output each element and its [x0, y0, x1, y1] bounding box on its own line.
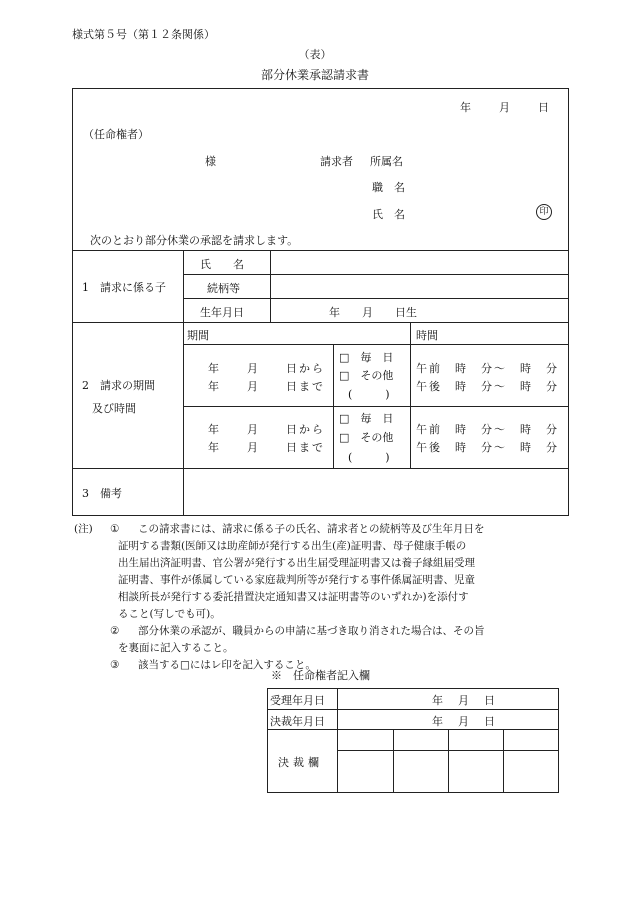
- time-am: 午前 時 分～ 時 分: [416, 423, 559, 436]
- time-pm: 午後 時 分～ 時 分: [416, 441, 559, 454]
- child-relation-label: 続柄等: [207, 282, 240, 295]
- period-header: 期間: [187, 329, 209, 342]
- option-other-paren: ( ): [348, 451, 390, 464]
- note-1-line: 証明する書類(医師又は助産師が発行する出生(産)証明書、母子健康手帳の: [118, 540, 467, 552]
- affiliation-label: 所属名: [370, 155, 403, 168]
- time-am: 午前 時 分～ 時 分: [416, 362, 559, 375]
- note-2-line: を裏面に記入すること。: [118, 642, 234, 654]
- note-3-line: 該当する□にはレ印を記入すること。: [138, 659, 316, 671]
- note-2-line: 部分休業の承認が、職員からの申請に基づき取り消された場合は、その旨: [138, 625, 485, 637]
- option-other[interactable]: □ その他: [339, 369, 394, 382]
- note-1-mark: ①: [110, 523, 120, 535]
- note-1-line: 証明書、事件が係属している家庭裁判所等が発行する事件係属証明書、児童: [118, 574, 475, 586]
- appointer-label: （任命権者）: [83, 128, 149, 141]
- form-side: （表）: [298, 48, 332, 61]
- note-3-mark: ③: [110, 659, 120, 671]
- note-1-line: 相談所長が発行する委託措置決定通知書又は証明書等のいずれか)を添付す: [118, 591, 469, 603]
- remarks-label: 3 備考: [82, 487, 122, 500]
- note-1-line: 出生届出済証明書、官公署が発行する出生届受理証明書又は養子縁組届受理: [118, 557, 475, 569]
- child-section-label: 1 請求に係る子: [82, 281, 166, 294]
- note-1-line: ること(写しでも可)。: [118, 608, 221, 620]
- time-pm: 午後 時 分～ 時 分: [416, 380, 559, 393]
- option-every-day[interactable]: □ 毎 日: [339, 412, 394, 425]
- note-2-mark: ②: [110, 625, 120, 637]
- form-title: 部分休業承認請求書: [260, 68, 369, 82]
- child-birth-label: 生年月日: [200, 306, 244, 319]
- decided-date-label: 決裁年月日: [270, 715, 325, 728]
- period-from: 年 月 日から: [208, 423, 325, 436]
- period-to: 年 月 日まで: [208, 380, 325, 393]
- child-birth-value: 年 月 日生: [329, 306, 417, 319]
- appointer-box-title: ※ 任命権者記入欄: [271, 669, 370, 682]
- sama-label: 様: [205, 155, 216, 168]
- form-number: 様式第５号（第１２条関係）: [72, 28, 215, 41]
- decided-date-value: 年 月 日: [432, 715, 497, 728]
- post-label: 職 名: [372, 181, 405, 194]
- request-statement: 次のとおり部分休業の承認を請求します。: [90, 234, 299, 247]
- note-1-line: この請求書には、請求に係る子の氏名、請求者との続柄等及び生年月日を: [138, 523, 485, 535]
- notes-prefix: (注): [74, 523, 93, 535]
- period-from: 年 月 日から: [208, 362, 325, 375]
- option-every-day[interactable]: □ 毎 日: [339, 351, 394, 364]
- option-other[interactable]: □ その他: [339, 431, 394, 444]
- date-field: 年 月 日: [460, 101, 551, 114]
- period-to: 年 月 日まで: [208, 441, 325, 454]
- period-section-label-1: 2 請求の期間: [82, 379, 155, 392]
- received-date-label: 受理年月日: [270, 694, 325, 707]
- seal-mark: 印: [536, 204, 552, 220]
- received-date-value: 年 月 日: [432, 694, 497, 707]
- name-label: 氏 名: [372, 208, 405, 221]
- approval-label: 決裁欄: [278, 756, 323, 769]
- time-header: 時間: [416, 329, 438, 342]
- child-name-label: 氏 名: [200, 258, 244, 271]
- period-section-label-2: 及び時間: [92, 402, 136, 415]
- requester-label: 請求者: [320, 155, 353, 168]
- option-other-paren: ( ): [348, 388, 390, 401]
